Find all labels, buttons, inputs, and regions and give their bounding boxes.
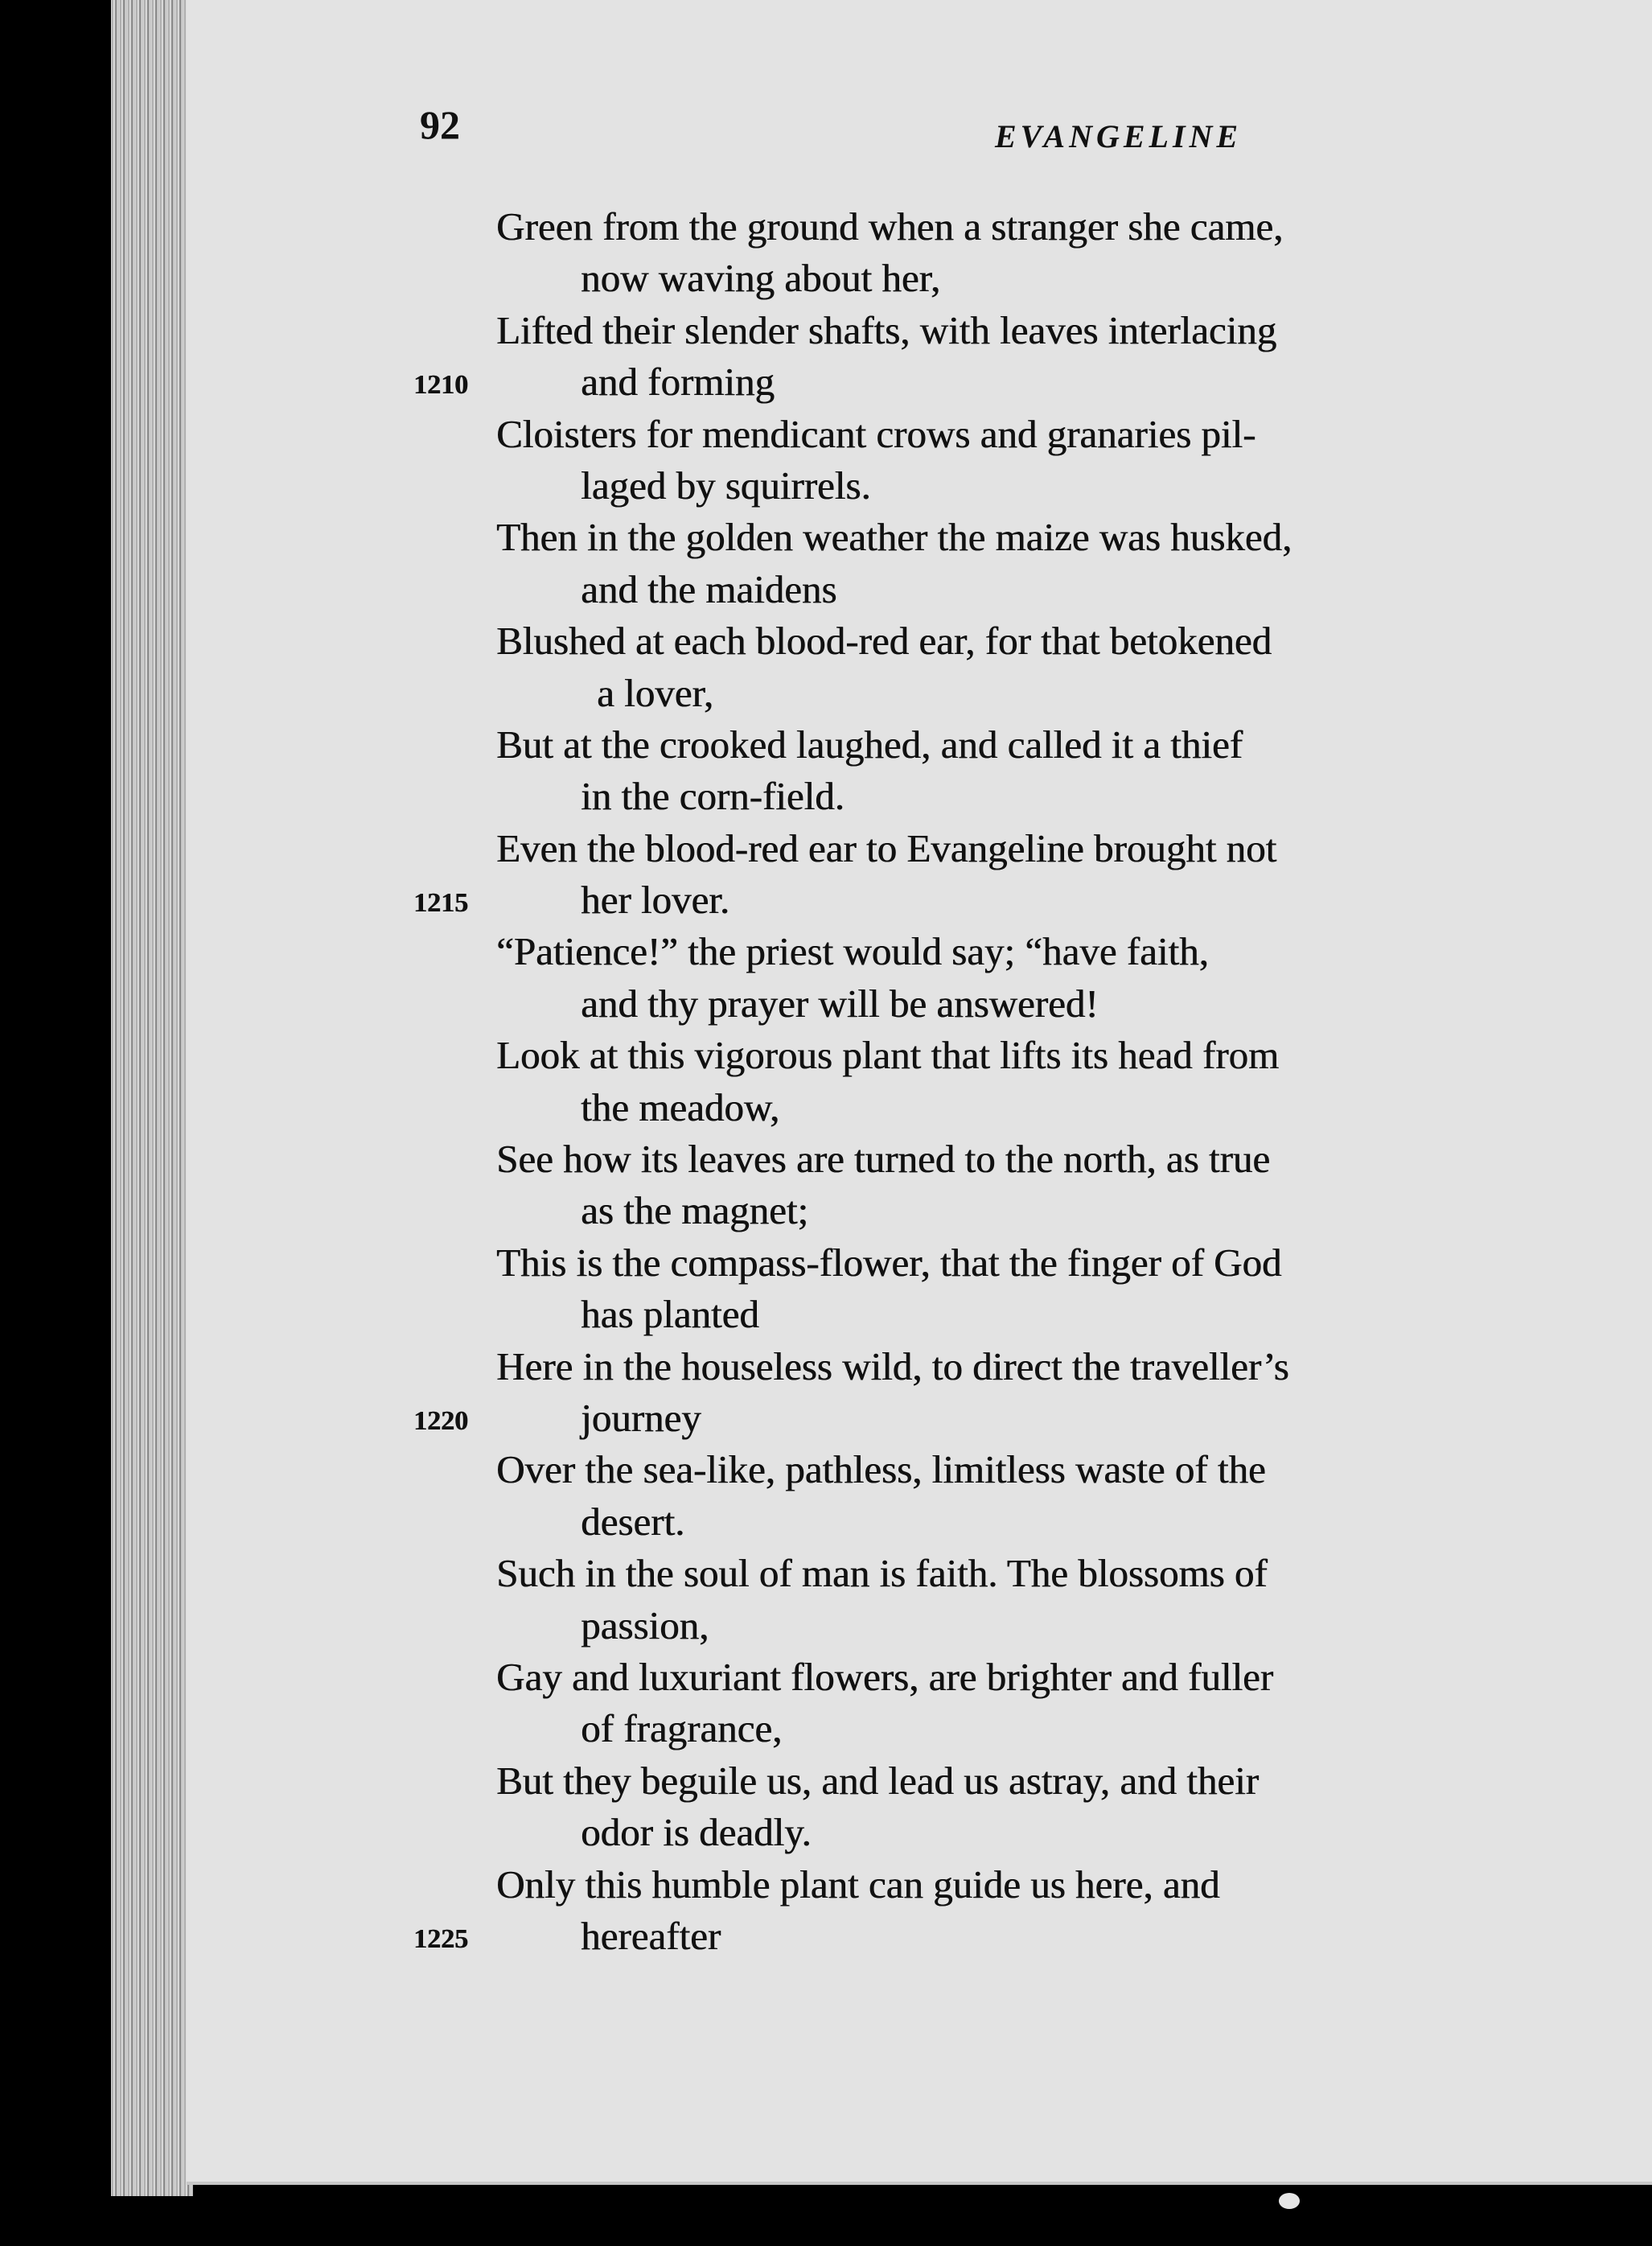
line-number: 1210 xyxy=(413,370,468,401)
verse-text: Green from the ground when a stranger she came, xyxy=(496,204,1284,249)
verse-text: Look at this vigorous plant that lifts its head from xyxy=(496,1033,1280,1078)
verse-text: Only this humble plant can guide us here, and xyxy=(496,1861,1220,1907)
verse-line xyxy=(187,253,1652,304)
verse-line xyxy=(187,1185,1652,1236)
verse-line xyxy=(187,1133,1652,1185)
verse-line xyxy=(187,1755,1652,1807)
verse-line xyxy=(187,1444,1652,1495)
verse-text: See how its leaves are turned to the north, as true xyxy=(496,1137,1271,1182)
verse-text: Lifted their slender shafts, with leaves interlacing xyxy=(496,307,1277,352)
verse-line xyxy=(187,1703,1652,1754)
line-number: 1220 xyxy=(413,1405,468,1436)
verse-text: desert. xyxy=(581,1499,685,1544)
verse-line xyxy=(187,926,1652,977)
verse-text: This is the compass-flower, that the finger of God xyxy=(496,1240,1282,1285)
verse-line xyxy=(187,564,1652,615)
verse-text: journey xyxy=(581,1395,701,1440)
verse-text: and the maidens xyxy=(581,566,837,611)
verse-line xyxy=(187,978,1652,1030)
verse-text: a lover, xyxy=(597,670,713,715)
verse-text: Gay and luxuriant flowers, are brighter and fuller xyxy=(496,1654,1274,1699)
verse-line xyxy=(187,874,1652,926)
verse-text: “Patience!” the priest would say; “have faith, xyxy=(496,929,1209,974)
verse-text: Then in the golden weather the maize was husked, xyxy=(496,515,1292,560)
verse-line xyxy=(187,1548,1652,1599)
verse-line xyxy=(187,1652,1652,1703)
verse-text: But at the crooked laughed, and called it a thief xyxy=(496,722,1243,767)
verse-line xyxy=(187,356,1652,408)
verse-text: the meadow, xyxy=(581,1084,780,1129)
verse-text: and thy prayer will be answered! xyxy=(581,981,1099,1026)
verse-text: and forming xyxy=(581,360,775,405)
verse-text: Even the blood-red ear to Evangeline brought not xyxy=(496,825,1277,870)
verse-line xyxy=(187,1807,1652,1858)
book-fore-edge xyxy=(111,0,193,2196)
verse-text: Blushed at each blood-red ear, for that betokened xyxy=(496,619,1272,664)
verse-text: Here in the houseless wild, to direct the traveller’s xyxy=(496,1343,1289,1388)
verse-text: Cloisters for mendicant crows and granaries pil- xyxy=(496,411,1256,456)
verse-line xyxy=(187,305,1652,356)
running-title: EVANGELINE xyxy=(995,118,1243,154)
poem-body xyxy=(187,201,1652,1962)
verse-text: has planted xyxy=(581,1292,759,1337)
verse-text: in the corn-field. xyxy=(581,774,844,819)
verse-text: Over the sea-like, pathless, limitless waste of the xyxy=(496,1447,1266,1492)
verse-line xyxy=(187,668,1652,719)
verse-line xyxy=(187,1030,1652,1081)
verse-line xyxy=(187,719,1652,771)
verse-text: hereafter xyxy=(581,1913,721,1958)
verse-line xyxy=(187,512,1652,563)
verse-line xyxy=(187,1341,1652,1392)
verse-text: Such in the soul of man is faith. The blossoms of xyxy=(496,1551,1268,1596)
scan-blemish xyxy=(1279,2193,1300,2209)
verse-line xyxy=(187,1859,1652,1911)
verse-line xyxy=(187,1600,1652,1652)
verse-line xyxy=(187,1911,1652,1962)
verse-line xyxy=(187,1237,1652,1289)
verse-line xyxy=(187,1082,1652,1133)
verse-line xyxy=(187,1392,1652,1444)
verse-line xyxy=(187,615,1652,667)
verse-text: of fragrance, xyxy=(581,1706,783,1751)
verse-line xyxy=(187,823,1652,874)
verse-text: But they beguile us, and lead us astray, and their xyxy=(496,1758,1259,1803)
verse-line xyxy=(187,201,1652,253)
verse-line xyxy=(187,460,1652,512)
page-sheet xyxy=(187,0,1652,2185)
page-number: 92 xyxy=(420,102,460,147)
verse-text: odor is deadly. xyxy=(581,1810,812,1855)
verse-text: her lover. xyxy=(581,878,730,923)
verse-line xyxy=(187,1496,1652,1548)
line-number: 1225 xyxy=(413,1923,468,1954)
verse-text: as the magnet; xyxy=(581,1188,809,1233)
line-number: 1215 xyxy=(413,888,468,919)
verse-line xyxy=(187,771,1652,822)
verse-line xyxy=(187,409,1652,460)
verse-text: now waving about her, xyxy=(581,256,941,301)
verse-text: laged by squirrels. xyxy=(581,463,871,508)
verse-text: passion, xyxy=(581,1602,709,1647)
verse-line xyxy=(187,1289,1652,1340)
